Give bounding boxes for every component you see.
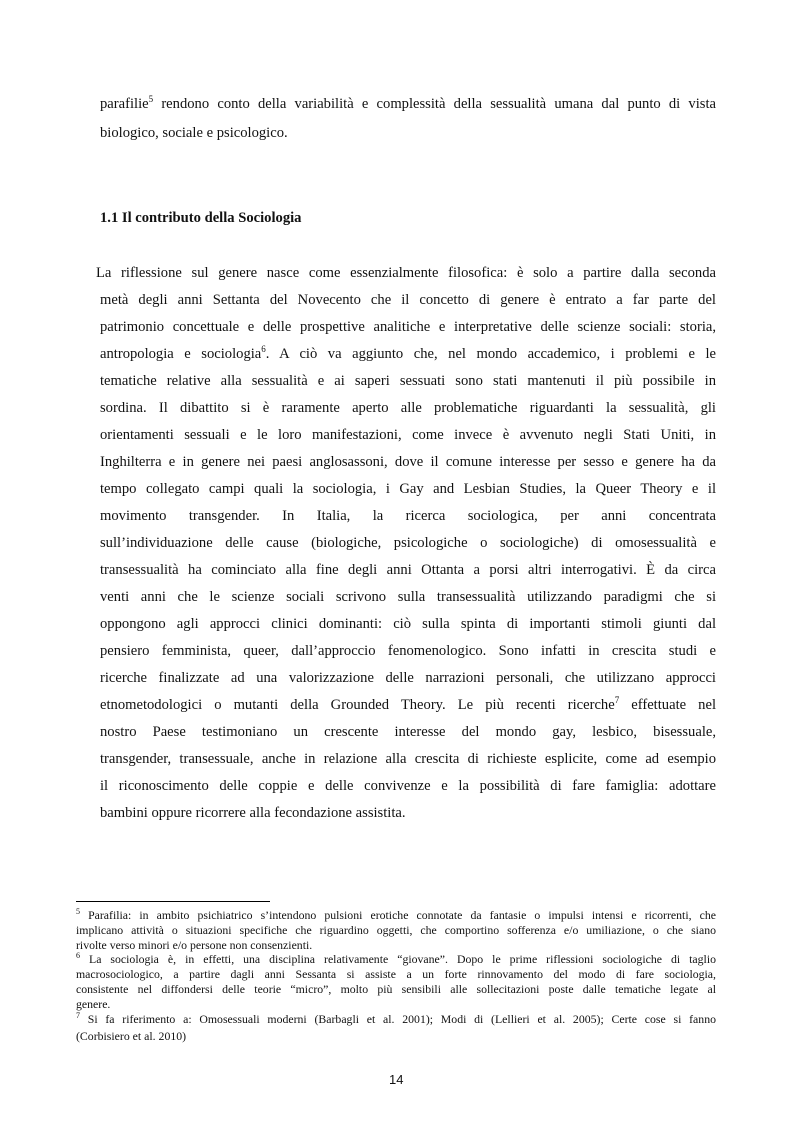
paragraph-text: . A ciò va aggiunto che, nel mondo accademico, i problemi e le — [265, 346, 716, 362]
footnote-5-line: implicano attività o situazioni specifiche che riguardino oggetti, che comportino sofferenza e/o umiliazione, o che siano — [76, 923, 716, 937]
footnote-ref-7[interactable]: 7 — [614, 695, 620, 705]
section-heading: 1.1 Il contributo della Sociologia — [100, 210, 302, 226]
intro-text: parafilie — [100, 96, 149, 112]
paragraph-line: venti anni che le scienze sociali scrivono sulla transessualità utilizzando paradigmi che si — [100, 589, 716, 605]
paragraph-line: tempo collegato campi quali la sociologia, i Gay and Lesbian Studies, la Queer Theory e il — [100, 481, 716, 497]
footnote-ref-5[interactable]: 5 — [148, 94, 154, 104]
intro-line-2: biologico, sociale e psicologico. — [100, 125, 288, 141]
paragraph-line: La riflessione sul genere nasce come essenzialmente filosofica: è solo a partire dalla seconda — [96, 265, 716, 281]
footnote-text: Si fa riferimento a: Omosessuali moderni (Barbagli et al. 2001); Modi di (Lellieri et al. 2005); Certe cose si fanno — [80, 1012, 716, 1026]
paragraph-line: metà degli anni Settanta del Novecento che il concetto di genere è entrato a far parte del — [100, 292, 716, 308]
footnote-7-line: (Corbisiero et al. 2010) — [76, 1029, 187, 1043]
intro-text: rendono conto della variabilità e complessità della sessualità umana dal punto di vista — [153, 96, 716, 112]
paragraph-line: sull’individuazione delle cause (biologiche, psicologiche o sociologiche) di omosessualità e — [100, 535, 716, 551]
intro-line-1 — [100, 95, 716, 113]
paragraph-line: sordina. Il dibattito si è raramente aperto alle problematiche riguardanti la sessualità, gli — [100, 400, 716, 416]
paragraph-line: nostro Paese testimoniano un crescente interesse del mondo gay, lesbico, bisessuale, — [100, 724, 716, 740]
paragraph-line: patrimonio concettuale e delle prospettive analitiche e interpretative delle scienze sociali: storia, — [100, 319, 716, 335]
paragraph-line: il riconoscimento delle coppie e delle convivenze e la possibilità di fare famiglia: adottare — [100, 778, 716, 794]
paragraph-line: bambini oppure ricorrere alla fecondazione assistita. — [100, 805, 406, 821]
paragraph-line: tematiche relative alla sessualità e ai saperi sessuati sono stati mantenuti il più possibile in — [100, 373, 716, 389]
footnote-number: 5 — [76, 907, 80, 916]
footnote-5-line: rivolte verso minori e/o persone non consenzienti. — [76, 938, 313, 952]
footnote-number: 7 — [76, 1011, 80, 1020]
paragraph-line: Inghilterra e in genere nei paesi anglosassoni, dove il comune interesse per sesso e genere ha da — [100, 454, 716, 470]
footnote-5 — [76, 908, 716, 922]
footnote-number: 6 — [76, 951, 80, 960]
footnote-6 — [76, 952, 716, 966]
paragraph-text: antropologia e sociologia — [100, 346, 262, 362]
paragraph-line: movimento transgender. In Italia, la ricerca sociologica, per anni concentrata — [100, 508, 716, 524]
paragraph-line — [100, 345, 716, 363]
footnote-6-line: genere. — [76, 997, 111, 1011]
paragraph-line: transessualità ha cominciato alla fine degli anni Ottanta a porsi altri interrogativi. È da circa — [100, 562, 716, 578]
footnote-ref-6[interactable]: 6 — [261, 344, 266, 354]
page-number: 14 — [389, 1072, 404, 1087]
footnote-text: Parafilia: in ambito psichiatrico s’intendono pulsioni erotiche connotate da fantasie o impulsi intensi e ricorrenti, che — [80, 908, 716, 922]
paragraph-text: effettuate nel — [619, 697, 717, 713]
footnote-text: La sociologia è, in effetti, una disciplina relativamente “giovane”. Dopo le prime riflessioni sociologiche di taglio — [80, 952, 716, 966]
paragraph-line: pensiero femminista, queer, dall’approccio fenomenologico. Sono infatti in crescita studi e — [100, 643, 716, 659]
paragraph-line — [100, 696, 716, 714]
paragraph-line: ricerche finalizzate ad una valorizzazione delle narrazioni personali, che utilizzano approcci — [100, 670, 716, 686]
footnote-6-line: macrosociologico, a partire dagli anni Sessanta si assiste a un forte rinnovamento del modo di fare sociologia, — [76, 967, 716, 981]
footnote-7 — [76, 1012, 716, 1026]
paragraph-line: oppongono agli approcci clinici dominanti: ciò sulla spinta di importanti stimoli giunti dal — [100, 616, 716, 632]
paragraph-line: orientamenti sessuali e le loro manifestazioni, come invece è avvenuto negli Stati Uniti, in — [100, 427, 716, 443]
paragraph-text: etnometodologici o mutanti della Grounded Theory. Le più recenti ricerche — [100, 697, 615, 713]
paragraph-line: transgender, transessuale, anche in relazione alla crescita di richieste esplicite, come ad esempio — [100, 751, 716, 767]
footnote-separator — [76, 901, 270, 902]
footnote-6-line: consistente nel diffondersi delle teorie “micro”, molto più sensibili alle sollecitazioni poste dalle tematiche legate al — [76, 982, 716, 996]
